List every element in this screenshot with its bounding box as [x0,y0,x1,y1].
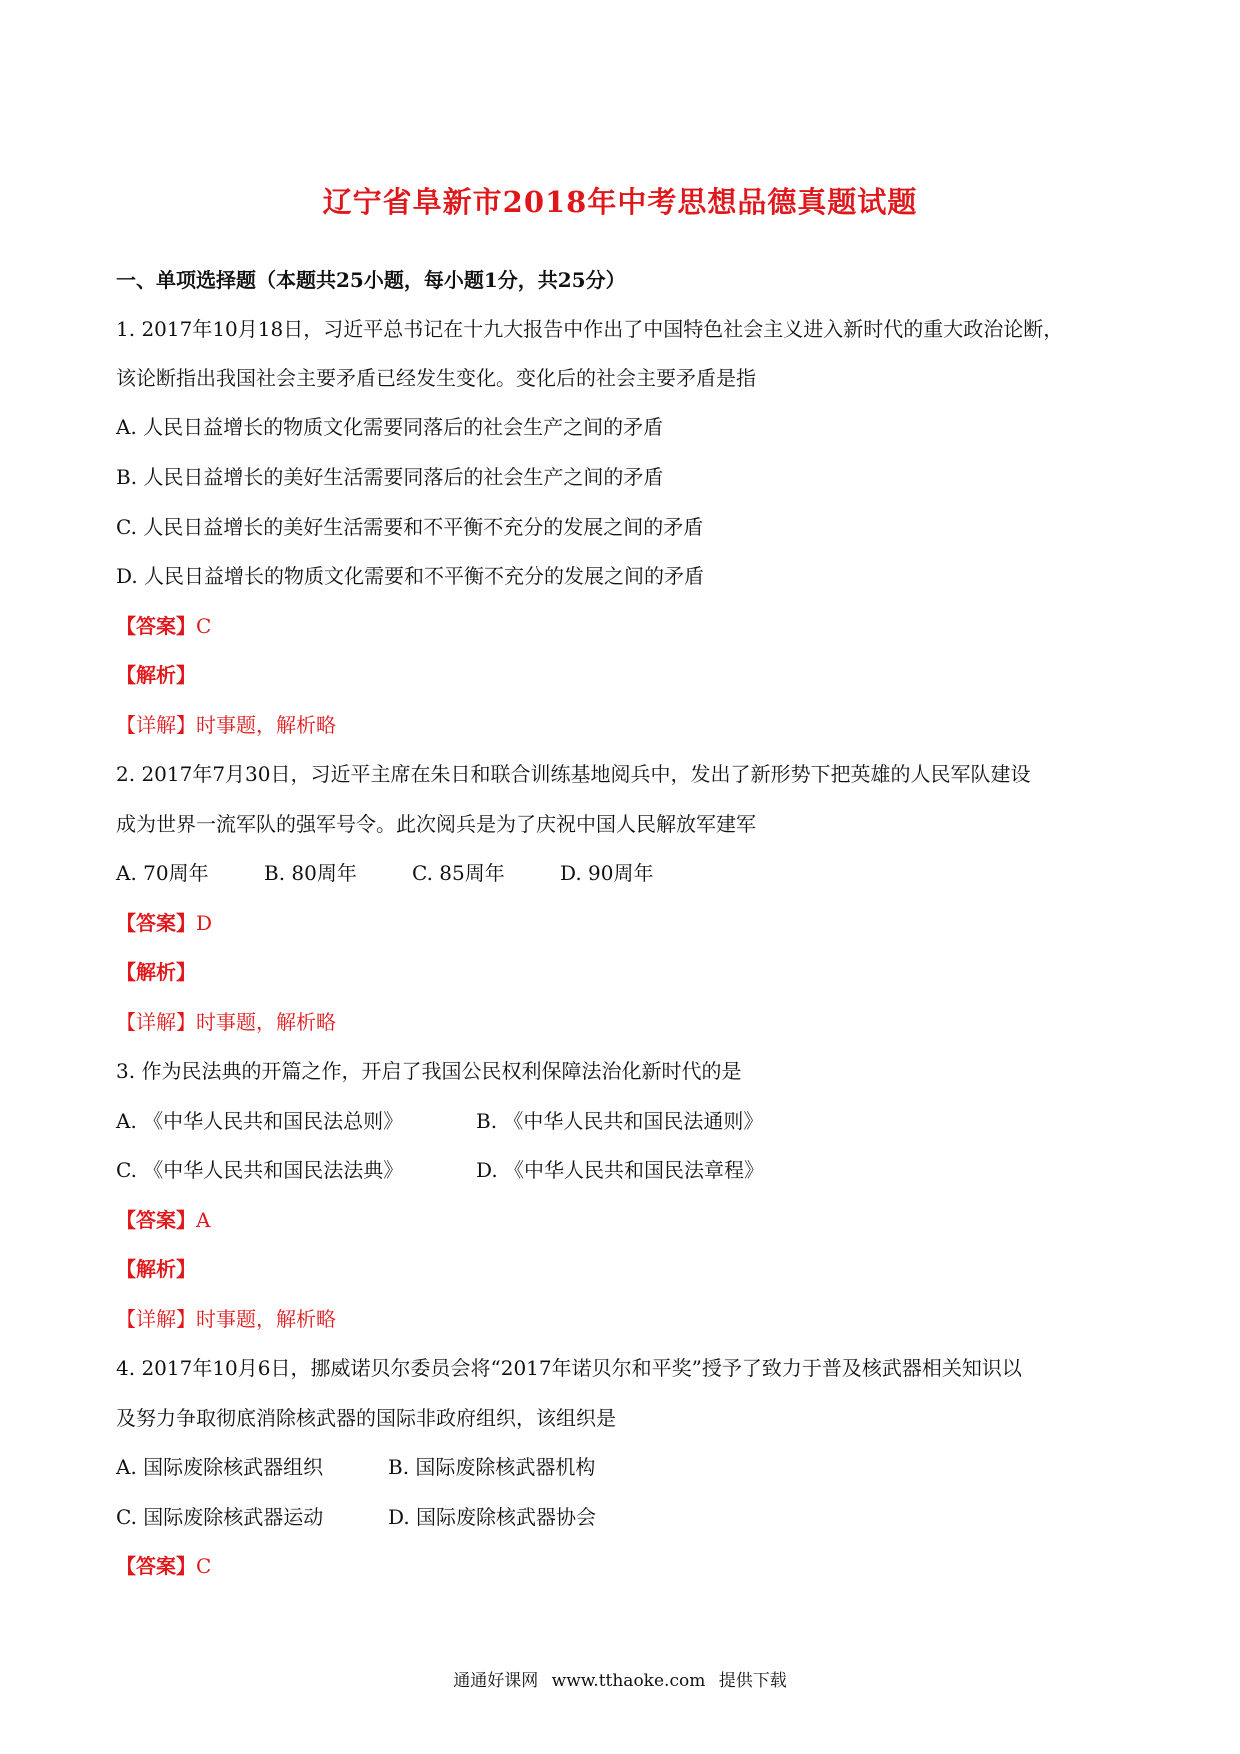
q2-stem-line2: 成为世界一流军队的强军号令。此次阅兵是为了庆祝中国人民解放军建军 [116,812,756,836]
answer-label: 【答案】 [116,911,196,935]
answer-value: C [196,614,212,638]
q4-option-a: A. 国际废除核武器组织 [116,1455,324,1479]
q1-stem-line2: 该论断指出我国社会主要矛盾已经发生变化。变化后的社会主要矛盾是指 [116,366,756,390]
footer-note: 提供下载 [718,1671,787,1691]
q2-option-d: D. 90周年 [560,861,654,885]
q4-option-d: D. 国际废除核武器协会 [388,1505,597,1529]
q3-detail: 【详解】时事题，解析略 [116,1307,336,1331]
q1-option-c: C. 人民日益增长的美好生活需要和不平衡不充分的发展之间的矛盾 [116,515,704,539]
q2-option-c: C. 85周年 [412,861,505,885]
answer-label: 【答案】 [116,1554,196,1578]
q1-option-d: D. 人民日益增长的物质文化需要和不平衡不充分的发展之间的矛盾 [116,564,705,588]
q3-options-row1 [116,1107,763,1135]
answer-value: A [196,1208,211,1232]
answer-value: D [196,911,213,935]
q2-stem-line1: 2. 2017年7月30日，习近平主席在朱日和联合训练基地阅兵中，发出了新形势下把英雄的人民军队建设 [116,762,1031,786]
q3-option-b: B. 《中华人民共和国民法通则》 [476,1109,764,1133]
q4-options-row1 [116,1453,595,1481]
answer-value: C [196,1554,212,1578]
q3-analysis: 【解析】 [116,1257,196,1281]
q1-option-b: B. 人民日益增长的美好生活需要同落后的社会生产之间的矛盾 [116,465,664,489]
q2-detail: 【详解】时事题，解析略 [116,1010,336,1034]
q3-option-d: D. 《中华人民共和国民法章程》 [476,1158,765,1182]
q4-stem-line1: 4. 2017年10月6日，挪威诺贝尔委员会将“2017年诺贝尔和平奖”授予了致力于普及核武器相关知识以 [116,1356,1022,1380]
footer-site-name: 通通好课网 [453,1671,539,1691]
answer-label: 【答案】 [116,614,196,638]
q4-options-row2 [116,1503,596,1531]
q2-options [116,859,654,887]
q3-options-row2 [116,1156,764,1184]
q3-answer [116,1206,210,1234]
q4-stem-line2: 及努力争取彻底消除核武器的国际非政府组织，该组织是 [116,1406,616,1430]
q2-answer [116,909,212,937]
q1-answer [116,612,211,640]
q2-analysis: 【解析】 [116,960,196,984]
page-title: 辽宁省阜新市2018年中考思想品德真题试题 [322,185,918,219]
q1-option-a: A. 人民日益增长的物质文化需要同落后的社会生产之间的矛盾 [116,415,664,439]
q4-answer [116,1552,211,1580]
q3-option-a: A. 《中华人民共和国民法总则》 [116,1109,404,1133]
q2-option-b: B. 80周年 [264,861,357,885]
q3-stem: 3. 作为民法典的开篇之作，开启了我国公民权利保障法治化新时代的是 [116,1059,742,1083]
q3-option-c: C. 《中华人民共和国民法法典》 [116,1158,404,1182]
section-heading: 一、单项选择题（本题共25小题，每小题1分，共25分） [116,268,626,292]
page-footer [0,1666,1240,1691]
answer-label: 【答案】 [116,1208,196,1232]
q4-option-c: C. 国际废除核武器运动 [116,1505,324,1529]
q1-analysis: 【解析】 [116,663,196,687]
q1-stem-line1: 1. 2017年10月18日，习近平总书记在十九大报告中作出了中国特色社会主义进入新时代的重大政治论断， [116,317,1064,341]
q4-option-b: B. 国际废除核武器机构 [388,1455,596,1479]
q2-option-a: A. 70周年 [116,861,209,885]
q1-detail: 【详解】时事题，解析略 [116,713,336,737]
footer-url-link[interactable]: www.tthaoke.com [551,1671,706,1691]
